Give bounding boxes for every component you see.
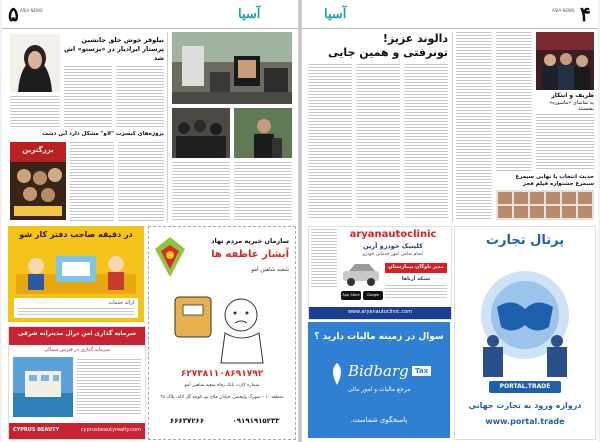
lead-text-col-1 (64, 66, 112, 128)
main-text-col-1 (308, 64, 352, 220)
office-ad-headline: در دقیقه صاحب دفتر کار شو (19, 230, 133, 239)
main-headline-1: دالوند عزیز! (382, 32, 448, 45)
cinema-audience-photo (536, 32, 594, 90)
portal-title: پرتال تجارت (485, 233, 565, 248)
tax-brand: Bidbarg (348, 362, 409, 380)
left-page-number: ۵ (8, 2, 19, 26)
charity-ad (148, 226, 296, 440)
portrait-photo (10, 34, 60, 92)
photo-caption-text-1 (172, 162, 230, 220)
portal-slogan: دروازه ورود به تجارت جهانی (468, 401, 582, 410)
directors-photo-grid (496, 190, 594, 220)
lower-headline-1: حدیث انتخاب یا نهایی سیمرغ (515, 174, 594, 180)
lead-headline: نیلوفر خوش خلق جانشین پرستار ایرادیار در «پرستو» اش شد (64, 36, 164, 62)
app-store-badge[interactable]: App Store (341, 291, 361, 300)
main-text-col-2 (356, 64, 400, 220)
child-illustration (169, 285, 279, 365)
aryan-sub: کلینیک خودرو آرین (363, 242, 423, 250)
right-logo: آسیا (324, 7, 347, 22)
side-text-col-1 (456, 32, 492, 220)
charity-account: ۶۲۷۳۸۱۱۰۸۶۹۱۷۹۲ (180, 369, 264, 379)
event-poster (10, 142, 66, 220)
cyprus-ad-footer-right: cyprusbeautyrealty.com (80, 427, 141, 433)
memorial-photo (172, 32, 292, 104)
lower-headline-2: سیمرغ جشنواره فیلم فجر (522, 181, 594, 187)
tax-answer: پاسخگوی شماست. (350, 416, 408, 424)
leaf-logo-icon (328, 362, 346, 386)
portal-url[interactable]: www.portal.trade (485, 417, 565, 426)
charity-name: آبشار عاطفه ها (211, 249, 289, 260)
right-page-number: ۴ (580, 2, 591, 26)
left-page-header (2, 2, 298, 29)
left-story-headline: پروژه‌های کنسرت "لاو" مشکل دارد آین دشت (42, 131, 164, 137)
aryan-website[interactable]: www.aryanautoclinic.com (347, 309, 413, 315)
charity-branch: شعبه شاهین آمو (251, 267, 289, 273)
charity-logo-icon (153, 235, 187, 279)
cyprus-ad-footer-left: CYPRUS BEAUTY (13, 427, 60, 433)
left-page (2, 0, 298, 442)
right-header-caption: ASIA NEWS (552, 8, 575, 13)
aryan-tagline: انجام تمامی امور خدماتی خودرو (362, 252, 424, 257)
right-page (302, 0, 598, 442)
globe-handshake-illustration (473, 257, 577, 381)
main-headline-2: تونرفتی و همین جایی (328, 46, 448, 59)
cyprus-ad-headline: سرمایه گذاری امن درال مدیترانه شرقی (17, 330, 137, 337)
lead-text-col-2 (116, 66, 164, 128)
aryan-autoclinic-ad (308, 226, 452, 320)
charity-mobile: ۰۹۱۹۱۹۱۵۲۳۳ (232, 417, 280, 425)
portal-badge: PORTAL.TRADE (499, 383, 551, 390)
story-text-col-1 (70, 142, 114, 222)
right-page-header (302, 2, 598, 29)
side-headline-1: ظریف و ابتکار (551, 92, 594, 99)
left-logo: آسیا (238, 7, 261, 22)
tax-brand-tag: Tax (412, 366, 431, 376)
charity-account-label: شماره کارت بانک رفاه شعبه شاهین آمو (184, 383, 260, 388)
car-icon (341, 261, 381, 287)
poster-headline: بزرگترین (22, 146, 54, 154)
office-ad-sub: ارائه خدمات (108, 300, 134, 306)
bidbarg-tax-ad (308, 322, 450, 438)
charity-address: منطقه ۱۰ - شهرک ولیعصر، خیابان فلاح نو، کوچه گل لاله، پلاک ۳۸ (160, 395, 284, 400)
crowd-photo-1 (172, 108, 230, 158)
aryan-network: شبکه آریاها (401, 276, 431, 282)
tax-brand-sub: مرجع مالیات و امور مالی (347, 386, 411, 393)
cyprus-ad (8, 326, 146, 440)
story-text-col-2 (118, 142, 164, 222)
side-text-col-3 (536, 114, 594, 170)
main-text-col-3 (404, 64, 448, 220)
aryan-brand: aryanautoclinic (349, 229, 437, 240)
charity-title: سازمان خیریه مردم نهاد (211, 237, 289, 245)
office-ad-info-box (14, 298, 138, 318)
tax-question: سوال در زمینه مالیات دارید ؟ (314, 332, 444, 342)
side-text-col-2 (496, 32, 532, 172)
left-header-caption: ASIA NEWS (20, 8, 43, 13)
side-headline-2: به تماشای «ماسوره» نشستند (549, 100, 594, 112)
speaker-photo (234, 108, 292, 158)
office-ad (8, 226, 144, 322)
cyprus-ad-sub: سرمایه گذاری در قبرس شمالی (44, 347, 110, 353)
aryan-manager: مدیر ناوگان بیمارستان (388, 264, 444, 270)
google-play-badge[interactable]: Google Play (363, 291, 383, 300)
photo-caption-text-2 (234, 162, 292, 220)
lead-text-col-3 (10, 96, 60, 128)
charity-phone: ۶۶۶۳۷۲۶۶ (169, 417, 205, 425)
portal-trade-ad (454, 226, 596, 440)
